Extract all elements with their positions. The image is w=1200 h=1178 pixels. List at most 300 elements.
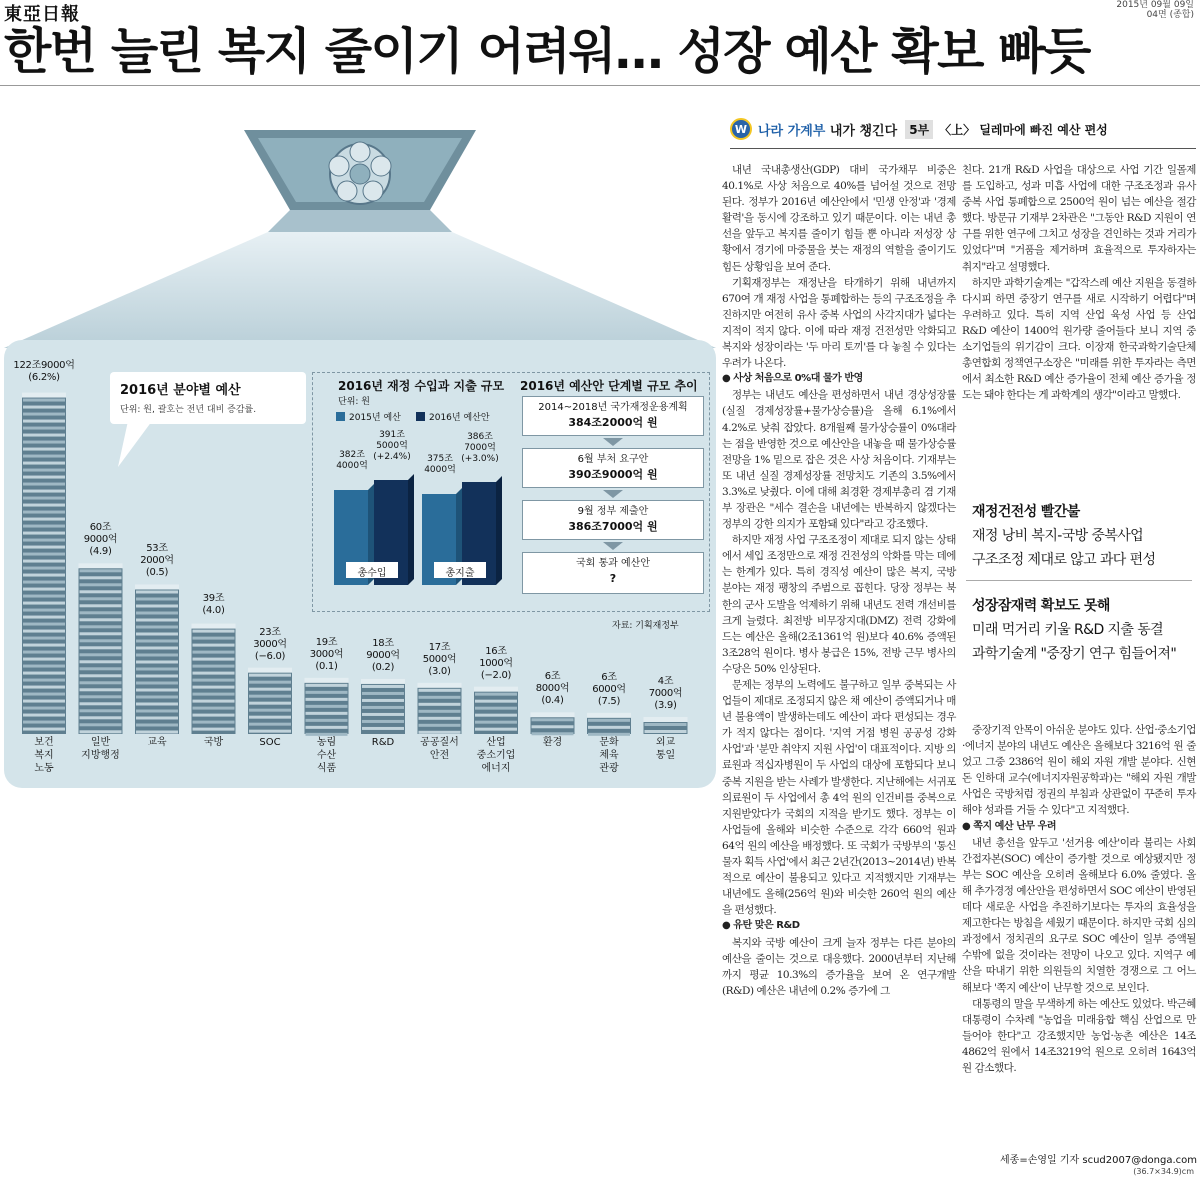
article-column-2-lower: [962, 722, 1196, 1076]
bar-category-label: [636, 736, 696, 762]
bundle-stripe: [23, 553, 65, 556]
bundle-stripe: [136, 702, 178, 705]
section-subheading: ● 쪽지 예산 난무 우려: [962, 820, 1057, 832]
category-text: 통일: [655, 750, 676, 761]
stage-3-label: 9월 정부 제출안: [577, 506, 649, 517]
bundle-stripe: [23, 679, 65, 682]
bundle-stripe: [80, 625, 122, 628]
sector-budget-callout: [110, 372, 306, 424]
bundle-stripe: [306, 684, 348, 687]
bar-0: [22, 393, 66, 734]
article-size-note: (36.7×34.9)cm: [1133, 1167, 1194, 1176]
bar-value-text: 1000억: [479, 657, 513, 669]
bar-value-text: 4조: [657, 676, 674, 687]
expenditure-2016-value: 386조 7000억 (+3.0%): [461, 432, 499, 464]
revenue-2016-bar-side: [408, 474, 414, 585]
bar-change-text: (−2.0): [480, 669, 512, 681]
bundle-stripe: [80, 611, 122, 614]
bundle-stripe: [419, 724, 461, 727]
bar-value-text: 18조: [372, 637, 394, 649]
bar-category-label: [466, 736, 526, 775]
bundle-stripe: [23, 693, 65, 696]
bundle-stripe: [136, 730, 178, 733]
bar-value-text: 16조: [485, 645, 507, 657]
bar-top: [644, 717, 688, 722]
bundle-stripe: [193, 651, 235, 654]
bar-category-label: [297, 736, 357, 775]
bar-value-text: 19조: [315, 636, 338, 648]
bundle-stripe: [362, 720, 404, 723]
bar-top: [587, 713, 631, 718]
budget-stage-3: [522, 500, 704, 540]
bundle-stripe: [23, 532, 65, 535]
bundle-stripe: [136, 723, 178, 726]
bar-value-text: 5000억: [422, 653, 457, 665]
bundle-stripe: [193, 637, 235, 640]
budget-infographic: [0, 90, 720, 774]
expenditure-2016-bar-side: [496, 476, 502, 585]
bar-value-label: [577, 672, 641, 708]
article-paragraph: 문제는 정부의 노력에도 불구하고 일부 중복되는 사업들이 제대로 조정되지 않은 채 예산이 증액되거나 매년 불용액이 발생하는데도 예산이 과다 편성되는 경우가 적지 않다는 점이다. '지역 거점 병원 공공성 강화 사업'과 '분만 취약지 지원 사업'이 대표적이다. 지방 의료원과 적십자병원이 두 사업의 대상에 포함되다 보니 중복 지원을 받는 사례가 발생한다. 지난해에는 서귀포의료원이 두 사업에서 총 4억 원의 인건비를 중복으로 지원받았다가 국회의 지적을 받기도 했다. 정부는 이 사업들에 올해와 비슷한 수준으로 각각 660억 원과 64억 원의 예산을 배정했다. 또 국회가 국방부의 '통신물자 획득 사업'에서 최근 2년간(2013~2014년) 반복적으로 예산이 불용되고 있다고 지적했지만 기재부는 내년에도 올해(256억 원)와 비슷한 260억 원의 예산을 편성했다.: [722, 679, 956, 917]
bar-2: [135, 584, 179, 734]
bar-value-label: [182, 593, 246, 617]
bundle-stripe: [80, 709, 122, 712]
bar-change-text: (3.9): [654, 700, 677, 711]
bundle-stripe: [362, 692, 404, 695]
bar-value-text: 6000억: [592, 683, 626, 695]
bar-value-text: 60조: [89, 522, 112, 534]
bundle-stripe: [475, 693, 517, 696]
bundle-stripe: [23, 476, 65, 479]
roof-slope: [4, 232, 716, 348]
bundle-stripe: [23, 574, 65, 577]
bundle-stripe: [23, 518, 65, 521]
bundle-stripe: [193, 658, 235, 661]
bundle-stripe: [23, 462, 65, 465]
bar-value-text: 39조: [202, 592, 225, 604]
bundle-stripe: [419, 717, 461, 720]
bundle-stripe: [193, 644, 235, 647]
bar-category-label: [71, 736, 131, 762]
revenue-2016-value: 391조 5000억 (+2.4%): [373, 430, 411, 462]
bar-6: [361, 679, 405, 734]
stage-4-value: ?: [609, 572, 617, 585]
category-text: 노동: [34, 763, 54, 774]
bundle-stripe: [80, 653, 122, 656]
category-text: 체육: [599, 750, 619, 761]
bar-change-text: (0.4): [541, 695, 564, 707]
bundle-stripe: [362, 713, 404, 716]
subhead-2-line-2: 과학기술계 "중장기 연구 힘들어져": [972, 646, 1177, 662]
bundle-stripe: [136, 667, 178, 670]
bar-value-label: [69, 522, 133, 558]
bar-top: [418, 683, 462, 688]
bundle-stripe: [80, 590, 122, 593]
bar-top: [22, 393, 66, 398]
bundle-stripe: [475, 707, 517, 710]
bundle-stripe: [193, 707, 235, 710]
bundle-stripe: [80, 681, 122, 684]
bar-5: [305, 678, 349, 736]
article-paragraph: 내년 국내총생산(GDP) 대비 국가채무 비중은 40.1%로 사상 처음으로 40%를 넘어설 것으로 전망된다. 정부가 2016년 예산안에서 '민생 안정'과 '경제 활력'을 동시에 강조하고 있기 때문이다. 이는 내년 총선을 앞두고 복지를 줄이기 힘들 뿐 아니라 저성장 상황에서 경기에 마중물을 붓는 재정의 역할을 줄이기도 힘든 상황임을 보여 준다.: [722, 164, 956, 273]
bar-top: [474, 687, 518, 692]
headline: 한번 늘린 복지 줄이기 어려워… 성장 예산 확보 빠듯: [4, 23, 1090, 80]
bundle-stripe: [23, 630, 65, 633]
category-text: 외교: [655, 737, 676, 748]
bundle-stripe: [23, 490, 65, 493]
budget-stage-1: [522, 396, 704, 436]
bundle-stripe: [419, 689, 461, 692]
bar-value-text: 6조: [544, 671, 561, 683]
revenue-expenditure-title: 2016년 재정 수입과 지출 규모: [338, 379, 505, 393]
bundle-stripe: [136, 639, 178, 642]
bundle-stripe: [136, 716, 178, 719]
byline: 세종=손영일 기자 scud2007@donga.com: [1000, 1155, 1198, 1166]
series-name-black: 내가 챙긴다: [829, 123, 898, 139]
bundle-stripe: [23, 728, 65, 731]
category-text: 지방행정: [81, 750, 120, 761]
bar-value-text: 3000억: [309, 648, 344, 660]
bar-value-label: [125, 543, 189, 579]
bundle-stripe: [80, 660, 122, 663]
subhead-1-title: 재정건전성 빨간불: [972, 504, 1080, 520]
bundle-stripe: [475, 721, 517, 724]
bar-value-label: [521, 671, 585, 707]
expenditure-2015-value: 375조 4000억: [424, 454, 456, 475]
bar-change-text: (6.2%): [28, 371, 60, 383]
bundle-stripe: [23, 658, 65, 661]
stage-1-label: 2014~2018년 국가재정운용계획: [538, 402, 688, 413]
subhead-2-line-1: 미래 먹거리 키울 R&D 지출 동결: [972, 622, 1164, 638]
bundle-stripe: [23, 399, 65, 402]
bundle-stripe: [23, 707, 65, 710]
bundle-stripe: [362, 685, 404, 688]
bundle-stripe: [80, 597, 122, 600]
budget-stage-title: 2016년 예산안 단계별 규모 추이: [520, 379, 698, 393]
category-text: 식품: [316, 763, 337, 774]
bundle-stripe: [23, 588, 65, 591]
bundle-stripe: [80, 632, 122, 635]
bundle-stripe: [193, 700, 235, 703]
bundle-stripe: [80, 730, 122, 733]
bar-change-text: (0.2): [371, 661, 395, 673]
bar-top: [135, 584, 179, 589]
series-logo-icon: W: [730, 118, 752, 140]
bundle-stripe: [249, 709, 291, 712]
article-paragraph: 하지만 과학기술계는 "갑작스레 예산 지원을 동결하다시피 하면 중장기 연구를 새로 시작하기 어렵다"며 우려하고 있다. 특히 지역 산업 육성 사업 등 산업 R&D 예산이 1400억 원가량 줄어들다 보니 지역 중소기업들의 위기감이 크다. 이장재 한국과학기술단체총연합회 정책연구소장은 "미래를 위한 투자라는 측면에서 최소한 R&D 예산 증가율이 전체 예산 증가율 정도는 돼야 한다는 게 과학계의 생각"이라고 말했다.: [962, 276, 1196, 402]
bundle-stripe: [249, 674, 291, 677]
subhead-1-line-1: 재정 낭비 복지-국방 중복사업: [972, 528, 1144, 544]
page-date: 2015년 09월 09일: [1116, 0, 1194, 10]
bundle-stripe: [419, 710, 461, 713]
bundle-stripe: [23, 595, 65, 598]
article-paragraph: 정부는 내년도 예산을 편성하면서 내년 경상성장률(실질 경제성장률+물가상승률)을 올해 6.1%에서 4.2%로 낮춰 잡았다. 8개월째 물가상승률이 0%대라는 점을 반영한 것으로 예산안을 내놓을 때 물가상승률 전망을 1% 밑으로 잡은 것은 사상 처음이다. 기재부는 또 내년 실질 경제성장률 전망치도 기존의 3.5%에서 3.3%로 낮췄다. 이에 대해 최경환 경제부총리 겸 기재부 장관은 "세수 결손을 내년에는 반복하지 않겠다는 정부의 강한 의지가 포함돼 있다"라고 강조했다.: [722, 389, 956, 531]
bar-top: [79, 563, 123, 568]
bundle-stripe: [80, 674, 122, 677]
bundle-stripe: [23, 504, 65, 507]
bar-category-label: [523, 736, 583, 749]
category-text: 수산: [316, 750, 337, 761]
bar-value-text: 122조9000억: [13, 359, 75, 371]
bar-top: [192, 624, 236, 629]
newspaper-masthead: 東亞日報: [4, 4, 80, 25]
bundle-stripe: [136, 660, 178, 663]
bar-change-text: (−6.0): [254, 650, 286, 662]
bundle-stripe: [23, 644, 65, 647]
bundle-stripe: [136, 618, 178, 621]
bundle-stripe: [23, 672, 65, 675]
bundle-stripe: [23, 539, 65, 542]
category-text: 보건: [34, 737, 54, 748]
bundle-stripe: [532, 725, 574, 728]
bundle-stripe: [80, 716, 122, 719]
sector-chart-unit-note: 단위: 원, 괄호는 전년 대비 증감률.: [120, 405, 257, 415]
bar-value-label: [408, 642, 472, 678]
bundle-stripe: [80, 723, 122, 726]
section-subheading: ● 사상 처음으로 0%대 물가 반영: [722, 373, 863, 385]
bar-change-text: (7.5): [597, 695, 621, 707]
bar-7: [418, 683, 462, 734]
bundle-stripe: [23, 469, 65, 472]
bundle-stripe: [193, 728, 235, 731]
bar-4: [248, 668, 292, 734]
section-subheading: ● 유탄 맞은 R&D: [722, 920, 800, 932]
bundle-stripe: [136, 597, 178, 600]
stage-3-value: 386조7000억 원: [568, 520, 658, 533]
legend-label-2016: 2016년 예산안: [429, 413, 490, 423]
category-text: 관광: [599, 763, 619, 774]
bundle-stripe: [249, 730, 291, 733]
article-column-2: [962, 162, 1196, 403]
page-info: [1116, 0, 1194, 20]
bundle-stripe: [80, 618, 122, 621]
series-topic: 〈上〉 딜레마에 빠진 예산 편성: [939, 122, 1108, 137]
bar-change-text: (4.0): [202, 604, 225, 616]
bar-body: [531, 715, 575, 734]
bundle-stripe: [80, 576, 122, 579]
bundle-stripe: [23, 427, 65, 430]
bar-11: [644, 717, 688, 734]
bar-value-label: [238, 627, 302, 663]
bundle-stripe: [23, 455, 65, 458]
bundle-stripe: [80, 646, 122, 649]
bundle-stripe: [193, 714, 235, 717]
bundle-stripe: [23, 616, 65, 619]
bundle-stripe: [419, 731, 461, 734]
bundle-stripe: [136, 611, 178, 614]
revenue-label: 총수입: [357, 568, 387, 579]
bar-8: [474, 687, 518, 734]
category-text: 산업: [486, 737, 506, 748]
bundle-stripe: [23, 567, 65, 570]
category-text: 에너지: [481, 763, 511, 774]
bundle-stripe: [136, 681, 178, 684]
bundle-stripe: [475, 728, 517, 731]
article-paragraph: 복지와 국방 예산이 크게 늘자 정부는 다른 분야의 예산을 줄이는 것으로 대응했다. 2000년부터 지난해까지 평균 10.3%의 증가율을 보여 온 연구개발(R&D) 예산은 내년에 0.2% 증가에 그: [722, 936, 956, 997]
bundle-stripe: [136, 604, 178, 607]
bundle-stripe: [23, 406, 65, 409]
bundle-stripe: [80, 667, 122, 670]
bundle-stripe: [249, 723, 291, 726]
bar-value-label: [464, 646, 528, 682]
stage-4-label: 국회 통과 예산안: [576, 558, 650, 569]
bar-value-label: [351, 638, 415, 674]
bar-body: [22, 396, 66, 734]
stage-arrow-2: [603, 490, 623, 498]
bar-value-text: 9000억: [83, 534, 118, 546]
bundle-stripe: [193, 672, 235, 675]
bundle-stripe: [80, 639, 122, 642]
bundle-stripe: [532, 718, 574, 721]
budget-stage-4: [522, 552, 704, 594]
bar-10: [587, 713, 631, 736]
category-text: 일반: [90, 737, 111, 748]
bundle-stripe: [80, 702, 122, 705]
bundle-stripe: [80, 604, 122, 607]
bar-category-label: [14, 736, 74, 775]
roof-ledge: [268, 210, 452, 232]
bundle-stripe: [249, 716, 291, 719]
bar-value-text: 17조: [428, 641, 451, 653]
bundle-stripe: [588, 726, 630, 729]
article-paragraph: 내년 총선을 앞두고 '선거용 예산'이라 불리는 사회간접자본(SOC) 예산이 증가할 것으로 예상됐지만 정부는 SOC 예산을 오히려 올해보다 6.0% 줄였다. 올해 추가경정 예산안을 편성하면서 SOC 예산이 반영된 데다 새로운 사업을 추진하기보다는 투자의 효율성을 제고한다는 방침을 세웠기 때문이다. 하지만 국회 심의 과정에서 정치권의 요구로 SOC 예산이 일부 증액될 수밖에 없을 것이라는 전망이 나오고 있다. 지역구 예산을 따내기 위한 의원들의 치열한 경쟁으로 그 어느 해보다 '쪽지 예산'이 난무할 것으로 보인다.: [962, 836, 1196, 994]
stage-2-value: 390조9000억 원: [568, 468, 658, 481]
article-column-1: [722, 162, 956, 999]
series-divider: [730, 148, 1196, 149]
bar-9: [531, 712, 575, 735]
page-number: 04면 (종합): [1146, 10, 1194, 20]
headline-divider: [0, 85, 1200, 86]
bundle-stripe: [362, 727, 404, 730]
bar-category-label: [353, 736, 413, 749]
bundle-stripe: [645, 723, 687, 726]
bar-category-label: [184, 736, 244, 749]
bundle-stripe: [588, 719, 630, 722]
bar-value-text: 6조: [601, 671, 617, 683]
stage-arrow-1: [603, 438, 623, 446]
bundle-stripe: [80, 695, 122, 698]
category-text: 중소기업: [476, 750, 516, 761]
government-building-roof-illustration: [0, 90, 720, 350]
bundle-stripe: [306, 698, 348, 701]
bundle-stripe: [419, 696, 461, 699]
bundle-stripe: [23, 546, 65, 549]
article-paragraph: 친다. 21개 R&D 사업을 대상으로 사업 기간 일몰제를 도입하고, 성과 미흡 사업에 대한 구조조정과 유사 중복 사업 통폐합으로 2500억 원이 넘는 예산을 절감했다. 방문규 기재부 2차관은 "그동안 R&D 지원이 연구를 위한 연구에 그치고 성장을 견인하는 것과 거리가 있었다"며 "거품을 제거하며 효율적으로 투자하자는 취지"라고 설명했다.: [962, 164, 1196, 273]
bundle-stripe: [306, 719, 348, 722]
category-text: 교육: [147, 737, 167, 748]
bar-change-text: (4.9): [89, 546, 112, 558]
bar-category-label: [127, 736, 187, 749]
bar-body: [587, 716, 631, 734]
series-name: [758, 120, 897, 139]
subhead-separator: [966, 580, 1192, 581]
bar-value-text: 7000억: [648, 688, 683, 699]
bundle-stripe: [475, 714, 517, 717]
bar-top: [305, 678, 349, 683]
stage-2-label: 6월 부처 요구안: [577, 454, 649, 465]
bundle-stripe: [249, 695, 291, 698]
bundle-stripe: [23, 497, 65, 500]
graphic-source: 자료: 기획재정부: [612, 621, 679, 631]
bundle-stripe: [23, 651, 65, 654]
bundle-stripe: [136, 646, 178, 649]
bundle-stripe: [23, 420, 65, 423]
bundle-stripe: [645, 730, 687, 733]
bundle-stripe: [193, 630, 235, 633]
category-text: 문화: [599, 737, 619, 748]
bundle-stripe: [136, 695, 178, 698]
bundle-stripe: [80, 688, 122, 691]
bundle-stripe: [23, 714, 65, 717]
bundle-stripe: [23, 560, 65, 563]
bundle-stripe: [23, 483, 65, 486]
subhead-1-line-2: 구조조정 제대로 않고 과다 편성: [972, 552, 1156, 568]
bar-value-text: 23조: [259, 626, 281, 638]
bundle-stripe: [23, 581, 65, 584]
bundle-stripe: [362, 706, 404, 709]
bundle-stripe: [306, 726, 348, 729]
bundle-stripe: [136, 653, 178, 656]
bar-change-text: (0.5): [145, 567, 169, 579]
bundle-stripe: [136, 632, 178, 635]
callout-pointer: [116, 421, 156, 471]
bundle-stripe: [23, 700, 65, 703]
bundle-stripe: [249, 688, 291, 691]
subhead-fiscal-health: [972, 500, 1155, 572]
bar-value-label: [12, 360, 76, 384]
article-paragraph: 대통령의 말을 무색하게 하는 예산도 있었다. 박근혜 대통령이 수차례 "농업을 미래융합 핵심 산업으로 만들어야 한다"고 강조했지만 농업·농촌 예산은 14조4862억 원에서 14조3219억 원으로 오히려 1643억 원 감소했다.: [962, 997, 1196, 1074]
bar-1: [79, 563, 123, 734]
category-text: 안전: [429, 750, 450, 761]
sector-chart-title: 2016년 분야별 예산: [120, 383, 241, 398]
bundle-stripe: [249, 681, 291, 684]
bundle-stripe: [23, 686, 65, 689]
bundle-stripe: [23, 413, 65, 416]
bundle-stripe: [23, 609, 65, 612]
bundle-stripe: [23, 721, 65, 724]
expenditure-label: 총지출: [445, 568, 475, 579]
bar-top: [361, 679, 405, 684]
category-text: 환경: [542, 737, 563, 748]
bar-value-text: 8000억: [535, 683, 570, 695]
bundle-stripe: [193, 665, 235, 668]
bar-top: [531, 712, 575, 717]
bundle-stripe: [80, 583, 122, 586]
bundle-stripe: [306, 712, 348, 715]
budget-stage-2: [522, 448, 704, 488]
bar-category-label: [410, 736, 470, 762]
bar-value-text: 2000억: [140, 555, 174, 567]
bundle-stripe: [249, 702, 291, 705]
bar-value-label: [634, 676, 698, 712]
bar-value-text: 3000억: [253, 638, 287, 650]
bundle-stripe: [23, 665, 65, 668]
bundle-stripe: [136, 674, 178, 677]
category-text: SOC: [259, 737, 281, 748]
article-paragraph: 하지만 재정 사업 구조조정이 제대로 되지 않는 상태에서 세입 조정만으로 재정 건전성의 악화를 막는 데에는 한계가 있다. 특히 경직성 예산이 많은 복지, 국방 분야는 재정 팽창의 주범으로 꼽힌다. 당장 정부는 북한의 군사 도발을 억제하기 위해 내년도 전력 개선비를 크게 늘렸다. 최전방 비무장지대(DMZ) 전력 강화에 드는 예산은 올해(2조1361억 원)보다 40.6% 증액된 3조28억 원이다. 병사 봉급은 15%, 전방 근무 병사의 수당은 50% 인상된다.: [722, 534, 956, 675]
bundle-stripe: [306, 691, 348, 694]
series-banner: [730, 116, 1196, 142]
bundle-stripe: [136, 688, 178, 691]
bar-top: [248, 668, 292, 673]
bar-3: [192, 624, 236, 734]
category-text: 복지: [34, 750, 54, 761]
bundle-stripe: [23, 623, 65, 626]
bundle-stripe: [23, 525, 65, 528]
stage-1-value: 384조2000억 원: [568, 416, 658, 429]
category-text: 공공질서: [420, 737, 459, 748]
bar-category-label: [240, 736, 300, 749]
